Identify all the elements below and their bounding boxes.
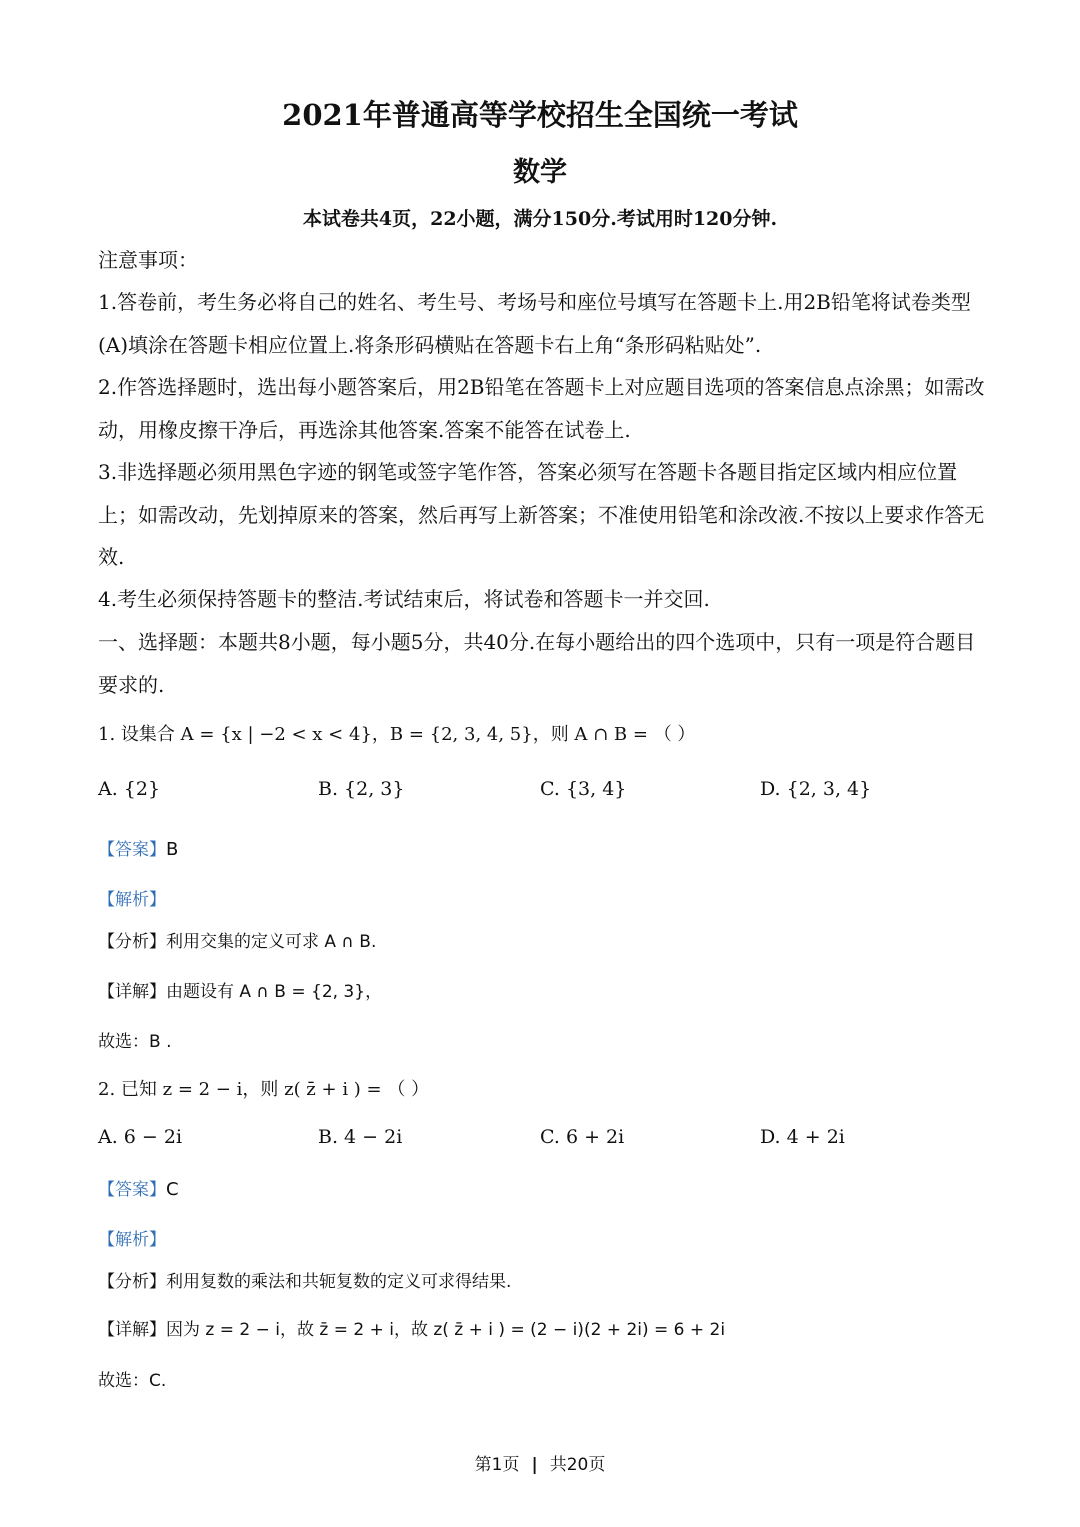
question-2-stem: 2. 已知 z = 2 − i，则 z( z̄ + i ) = （ ）: [98, 1079, 430, 1100]
section-heading: 一、选择题：本题共8小题，每小题5分，共40分.在每小题给出的四个选项中，只有一项是符合题目要求的.: [98, 630, 976, 697]
q2-answer-line: [98, 1175, 179, 1200]
q1-answer: B: [166, 839, 179, 860]
q1-choice: 故选：B .: [98, 1032, 172, 1052]
q2-option-d: D. 4 + 2i: [760, 1126, 845, 1148]
note-item-1: 1.答卷前，考生务必将自己的姓名、考生号、考场号和座位号填写在答题卡上.用2B铅笔将试卷类型(A)填涂在答题卡相应位置上.将条形码横贴在答题卡右上角“条形码粘贴处”.: [98, 290, 971, 357]
q1-answer-tag: 【答案】: [98, 840, 166, 860]
q2-answer-tag: 【答案】: [98, 1180, 166, 1200]
q1-answer-line: [98, 835, 178, 860]
q2-option-a: A. 6 − 2i: [98, 1126, 183, 1148]
page-number: 第1页: [474, 1455, 520, 1475]
q2-option-c: C. 6 + 2i: [540, 1126, 625, 1148]
exam-title: 2021年普通高等学校招生全国统一考试: [282, 98, 798, 132]
q1-fenxi: 【分析】利用交集的定义可求 A ∩ B.: [98, 932, 377, 952]
note-item-3: 3.非选择题必须用黑色字迹的钢笔或签字笔作答，答案必须写在答题卡各题目指定区域内相应位置上；如需改动，先划掉原来的答案，然后再写上新答案；不准使用铅笔和涂改液.不按以上要求作答无效.: [98, 460, 985, 569]
q2-analysis-tag: 【解析】: [98, 1230, 166, 1250]
q1-analysis-tag: 【解析】: [98, 890, 166, 910]
question-1-stem: 1. 设集合 A = {x | −2 < x < 4}，B = {2, 3, 4, 5}，则 A ∩ B = （ ）: [98, 724, 696, 745]
q1-option-a: A. {2}: [98, 778, 161, 800]
note-item-2: 2.作答选择题时，选出每小题答案后，用2B铅笔在答题卡上对应题目选项的答案信息点涂黑；如需改动，用橡皮擦干净后，再选涂其他答案.答案不能答在试卷上.: [98, 375, 985, 442]
q2-option-b: B. 4 − 2i: [318, 1126, 403, 1148]
page-total: 共20页: [549, 1455, 606, 1475]
note-item-4: 4.考生必须保持答题卡的整洁.考试结束后，将试卷和答题卡一并交回.: [98, 587, 710, 611]
subject-title: 数学: [513, 157, 567, 188]
q1-xiangjie: 【详解】由题设有 A ∩ B = {2, 3}，: [98, 982, 383, 1002]
page-footer: [0, 1450, 1080, 1475]
q2-choice: 故选：C.: [98, 1371, 167, 1391]
q2-xiangjie: 【详解】因为 z = 2 − i，故 z̄ = 2 + i，故 z( z̄ + i ) = (2 − i)(2 + 2i) = 6 + 2i: [98, 1320, 726, 1340]
q2-answer: C: [166, 1179, 179, 1200]
footer-separator: |: [531, 1455, 538, 1475]
q1-option-b: B. {2, 3}: [318, 778, 405, 800]
exam-meta: 本试卷共4页，22小题，满分150分.考试用时120分钟.: [302, 208, 778, 230]
notes-heading: 注意事项：: [98, 248, 198, 272]
q1-option-c: C. {3, 4}: [540, 778, 627, 800]
q2-fenxi: 【分析】利用复数的乘法和共轭复数的定义可求得结果.: [98, 1272, 512, 1292]
q1-option-d: D. {2, 3, 4}: [760, 778, 872, 800]
